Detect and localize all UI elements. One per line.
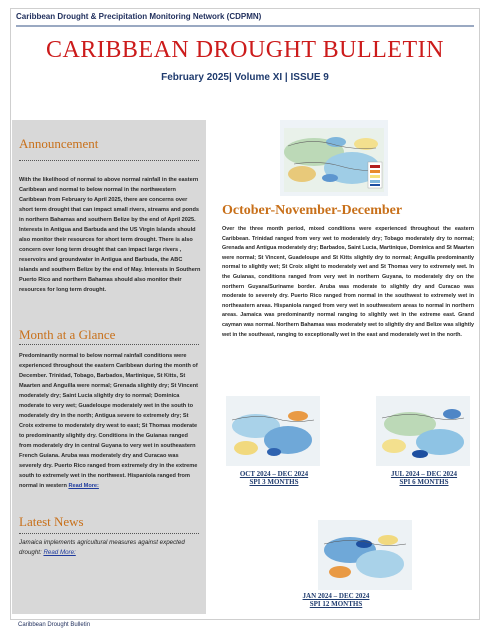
header-divider [16,25,474,27]
month-glance-heading: Month at a Glance [19,327,116,342]
latest-news-item [19,538,201,557]
latest-news-heading: Latest News [19,514,84,529]
issue-line: February 2025| Volume XI | ISSUE 9 [161,72,329,83]
spi-12-month-caption[interactable] [276,592,396,608]
announcement-divider [19,160,199,161]
bulletin-title: CARIBBEAN DROUGHT BULLETIN [46,37,444,63]
spi-6-month-period: JUL 2024 – DEC 2024 [390,470,458,478]
month-glance-divider [19,344,199,345]
rainfall-map-image [280,120,388,196]
latest-news-divider [19,533,199,534]
latest-news-text: Jamaica implements agricultural measures against expected drought: [19,539,185,556]
spi-12-month-map[interactable] [318,520,412,590]
ond-paragraph: Over the three month period, mixed conditions were experienced throughout the eastern Caribbean. Trinidad ranged from very wet to moderately dry; Tobago moderately dry to normal; Grenada and Antigua moderately dry; Barbados, Saint Lucia, Martinique, Dominica and St Maarten were normal; St Vincent, Guadeloupe and St Kitts slightly dry to normal; Anguilla predominantly normal to slightly wet; St Croix slight to moderately wet and St Thomas very to extremely wet. In the Guianas, conditions ranged from very wet in northern Guyana, to moderately dry on the northern Guyana/Suriname border. Aruba was moderate to slightly dry and Curacao was moderate to severely dry. Puerto Rico ranged from normal in the southwest to extremely wet in northeastern areas. Hispaniola ranged from very wet in southwestern areas to normal in northern areas. Jamaica was predominantly normal ranging to slightly wet in the extreme east. Grand cayman was normal. Northern Bahamas was moderately wet to slightly dry and Belize was slightly wet in the southeast, ranging to exceptionally wet in the east and moderately wet in the north. [222,226,475,338]
month-glance-read-more-link[interactable]: Read More: [68,483,99,489]
spi-3-month-period: OCT 2024 – DEC 2024 [239,470,309,478]
spi-3-month-label: SPI 3 MONTHS [249,478,299,486]
month-glance-body [19,351,201,491]
spi-6-month-label: SPI 6 MONTHS [399,478,449,486]
spi-6-month-caption[interactable] [366,470,482,486]
spi-3-month-caption[interactable] [216,470,332,486]
network-name: Caribbean Drought & Precipitation Monitoring Network (CDPMN) [16,12,262,21]
month-glance-text: Predominantly normal to below normal rainfall conditions were experienced throughout the eastern Caribbean during the month of December. Trinidad, Tobago, Barbados, Martinique, St Kitts, St Maarten and Anguilla were normal; Grenada slightly dry; St Vincent moderately dry; Saint Lucia slightly dry to normal; Dominica moderate to very wet; Guadeloupe moderately wet in the south to moderately dry in the north; Antigua severe to extremely dry; St Croix extreme to moderately dry west to east; St Thomas moderate to predominantly slightly dry. Conditions in the Guianas ranged from moderately dry in central Guyana to very wet in southeastern French Guiana. Aruba was moderately dry and Curacao was severely dry. Puerto Rico ranged from extremely dry in the extreme south to extremely wet in the northwest. Hispaniola ranged from normal in western [19,353,199,489]
announcement-body: With the likelihood of normal to above normal rainfall in the eastern Caribbean and normal to below normal in the northwestern Caribbean from February to April 2025, there are concerns over short term drought that can impact small rivers, streams and ponds in northern Bahamas and southern Belize by the end of April 2025. Interests in Antigua and Barbuda and the US Virgin Islands should also monitor their resources for short term drought. There is also concern over long term drought that can impact large rivers , reservoirs and groundwater in Antigua and Barbuda, the ABC islands and southern Belize by the end of May. Interests in Southern Puerto Rico and northern Bahamas should also monitor their resources for long term drought. [19,177,201,293]
footer-text: Caribbean Drought Bulletin [18,622,91,628]
spi-12-month-label: SPI 12 MONTHS [309,600,363,608]
spi-12-month-period: JAN 2024 – DEC 2024 [302,592,370,600]
spi-6-month-map[interactable] [376,396,470,466]
section-title: October-November-December [222,203,403,218]
sidebar [12,120,206,614]
spi-3-month-map[interactable] [226,396,320,466]
announcement-heading: Announcement [19,136,99,151]
latest-news-read-more-link[interactable]: Read More: [43,548,76,556]
